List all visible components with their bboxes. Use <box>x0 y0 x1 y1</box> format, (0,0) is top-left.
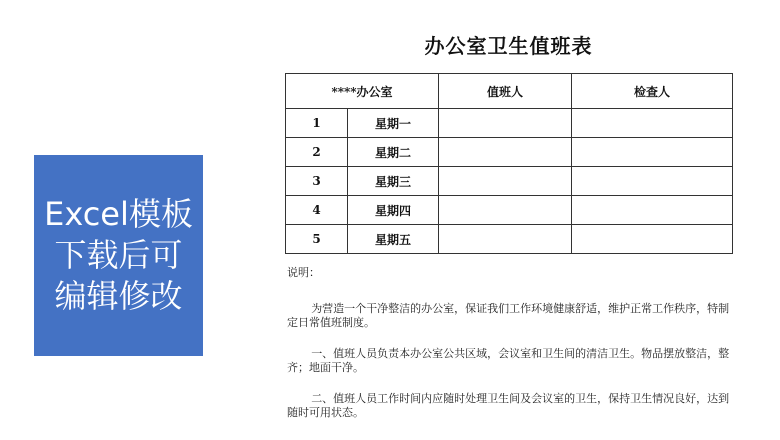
checker-cell[interactable] <box>572 138 733 167</box>
promo-banner <box>34 155 203 356</box>
duty-table <box>285 73 733 254</box>
row-weekday: 星期五 <box>348 225 439 254</box>
row-number: 2 <box>286 138 348 167</box>
row-weekday: 星期三 <box>348 167 439 196</box>
checker-cell[interactable] <box>572 196 733 225</box>
table-row <box>286 109 733 138</box>
document-title: 办公室卫生值班表 <box>424 34 593 58</box>
header-office: ****办公室 <box>286 74 439 109</box>
duty-person-cell[interactable] <box>439 225 572 254</box>
promo-text: Excel模板 下载后可 编辑修改 <box>44 195 193 315</box>
notes-section <box>287 266 732 437</box>
duty-person-cell[interactable] <box>439 138 572 167</box>
header-checker: 检查人 <box>572 74 733 109</box>
row-weekday: 星期四 <box>348 196 439 225</box>
row-number: 4 <box>286 196 348 225</box>
notes-paragraph: 二、值班人员工作时间内应随时处理卫生间及会议室的卫生，保持卫生情况良好，达到随时可用状态。 <box>287 392 730 419</box>
table-row <box>286 167 733 196</box>
notes-paragraph: 一、值班人员负责本办公室公共区域，会议室和卫生间的清洁卫生。物品摆放整洁，整齐；地面干净。 <box>287 347 730 374</box>
row-number: 1 <box>286 109 348 138</box>
row-weekday: 星期一 <box>348 109 439 138</box>
row-number: 5 <box>286 225 348 254</box>
checker-cell[interactable] <box>572 225 733 254</box>
table-row <box>286 138 733 167</box>
row-weekday: 星期二 <box>348 138 439 167</box>
duty-person-cell[interactable] <box>439 167 572 196</box>
notes-paragraph: 为营造一个干净整洁的办公室，保证我们工作环境健康舒适，维护正常工作秩序，特制定日常值班制度。 <box>287 302 730 329</box>
table-row <box>286 225 733 254</box>
checker-cell[interactable] <box>572 167 733 196</box>
header-duty-person: 值班人 <box>439 74 572 109</box>
table-row <box>286 196 733 225</box>
notes-label: 说明： <box>287 266 320 279</box>
duty-person-cell[interactable] <box>439 196 572 225</box>
row-number: 3 <box>286 167 348 196</box>
table-header-row <box>286 74 733 109</box>
checker-cell[interactable] <box>572 109 733 138</box>
duty-person-cell[interactable] <box>439 109 572 138</box>
